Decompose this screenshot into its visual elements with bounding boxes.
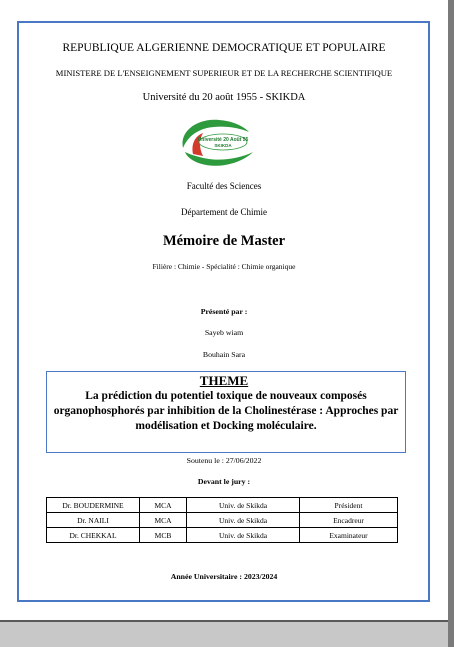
student-name: Sayeb wiam	[204, 328, 244, 337]
jury-member-role: Encadreur	[300, 513, 398, 528]
viewer-background	[0, 622, 454, 647]
jury-table	[46, 497, 398, 543]
logo-text-line1: Université 20 Août 55	[197, 137, 249, 143]
faculty-name: Faculté des Sciences	[186, 181, 262, 191]
jury-member-institution: Univ. de Skikda	[187, 498, 300, 513]
ministry-heading: MINISTERE DE L'ENSEIGNEMENT SUPERIEUR ET DE LA RECHERCHE SCIENTIFIQUE	[55, 68, 393, 78]
academic-year: Année Universitaire : 2023/2024	[170, 572, 278, 581]
jury-label: Devant le jury :	[197, 477, 251, 486]
university-logo-icon	[177, 116, 257, 168]
table-row	[47, 528, 398, 543]
jury-member-grade: MCA	[140, 513, 187, 528]
defense-date: Soutenu le : 27/06/2022	[186, 456, 262, 465]
table-row	[47, 513, 398, 528]
jury-member-role: Examinateur	[300, 528, 398, 543]
jury-member-role: Président	[300, 498, 398, 513]
theme-title: La prédiction du potentiel toxique de nouveaux composés organophosphorés par inhibition de la Cholinestérase : Approches par modélisation et Docking moléculaire.	[53, 390, 399, 432]
logo-text-line2: SKIKDA	[214, 143, 232, 148]
filiere-line: Filière : Chimie - Spécialité : Chimie organique	[152, 262, 296, 271]
jury-member-institution: Univ. de Skikda	[187, 528, 300, 543]
table-row	[47, 498, 398, 513]
presented-by-label: Présenté par :	[200, 307, 248, 316]
vertical-scrollbar[interactable]	[448, 0, 454, 647]
document-type: Mémoire de Master	[162, 233, 286, 249]
university-name: Université du 20 août 1955 - SKIKDA	[142, 92, 306, 103]
jury-member-name: Dr. BOUDERMINE	[47, 498, 140, 513]
jury-member-name: Dr. NAILI	[47, 513, 140, 528]
jury-member-grade: MCA	[140, 498, 187, 513]
republic-heading: REPUBLIQUE ALGERIENNE DEMOCRATIQUE ET POPULAIRE	[62, 42, 386, 54]
student-name: Bouhain Sara	[202, 350, 246, 359]
jury-member-name: Dr. CHEKKAL	[47, 528, 140, 543]
theme-label: THEME	[199, 373, 249, 388]
department-name: Département de Chimie	[181, 207, 267, 217]
jury-member-institution: Univ. de Skikda	[187, 513, 300, 528]
jury-member-grade: MCB	[140, 528, 187, 543]
